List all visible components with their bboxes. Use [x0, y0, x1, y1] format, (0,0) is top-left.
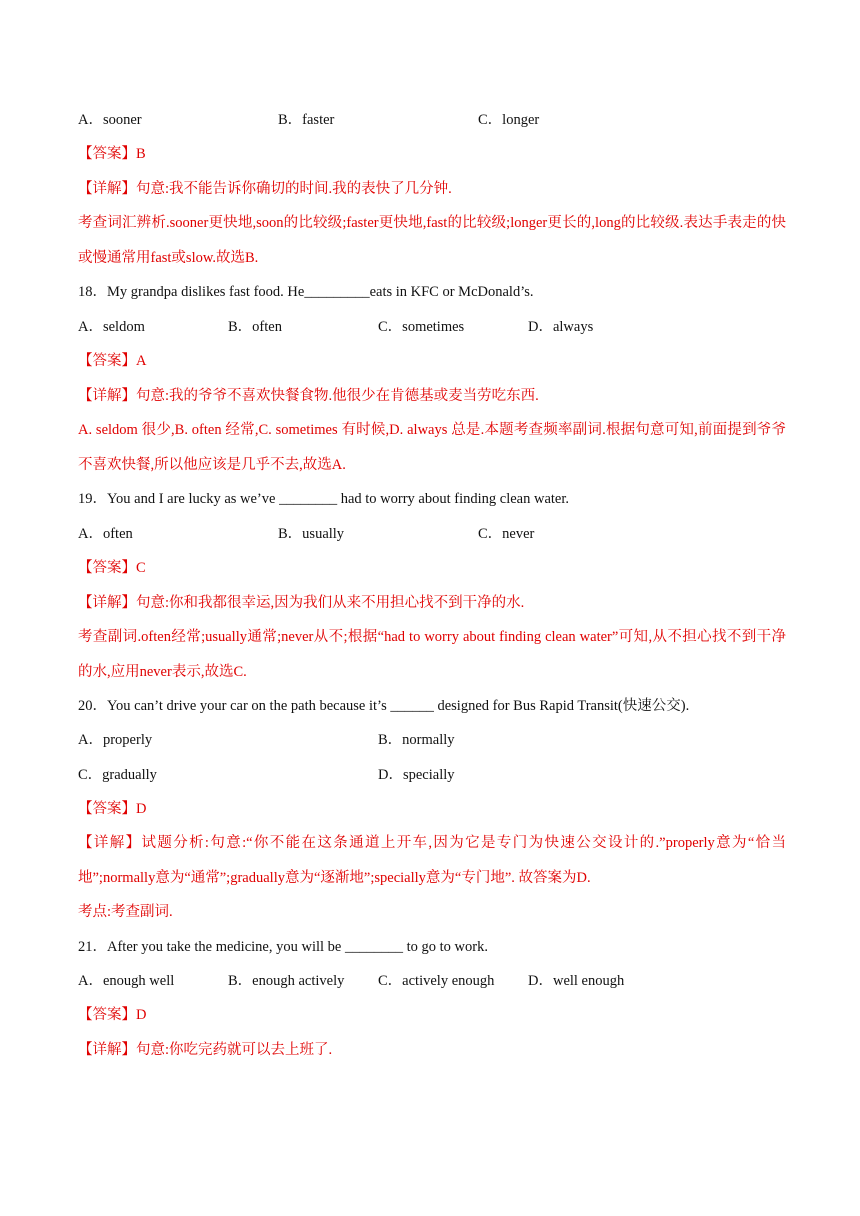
option-d: D．always: [528, 319, 594, 335]
q21-question: 21．After you take the medicine, you will be ________ to go to work.: [78, 939, 488, 955]
q19-analysis: 考查副词.often经常;usually通常;never从不;根据“had to worry about finding clean water”可知,从不担心找不到干净的水,应用never表示,故选C.: [78, 629, 786, 680]
detail-tag: 【详解】: [78, 388, 136, 404]
answer-tag: 【答案】: [78, 801, 136, 817]
option-b: B．faster: [278, 112, 335, 128]
option-c: C．never: [478, 526, 535, 542]
option-c: C．sometimes: [378, 319, 465, 335]
detail-tag: 【详解】: [78, 835, 142, 851]
detail-text: 句意:你吃完药就可以去上班了.: [136, 1042, 333, 1058]
q17-answer: [78, 144, 146, 164]
answer-tag: 【答案】: [78, 353, 136, 369]
option-c: C．gradually: [78, 767, 157, 783]
answer-tag: 【答案】: [78, 146, 136, 162]
detail-tag: 【详解】: [78, 1042, 136, 1058]
option-b: B．enough actively: [228, 973, 345, 989]
option-a: A．seldom: [78, 319, 145, 335]
q21-answer: [78, 1005, 146, 1025]
q19-answer: [78, 558, 146, 578]
q18-analysis: A. seldom 很少,B. often 经常,C. sometimes 有时候,D. always 总是.本题考查频率副词.根据句意可知,前面提到爷爷不喜欢快餐,所以他应该是几乎不去,故选A.: [78, 422, 786, 473]
q20-answer: [78, 799, 146, 819]
answer-value: B: [136, 146, 146, 162]
answer-value: A: [136, 353, 147, 369]
option-a: A．sooner: [78, 112, 142, 128]
detail-tag: 【详解】: [78, 181, 136, 197]
option-c: C．actively enough: [378, 973, 495, 989]
option-b: B．usually: [278, 526, 345, 542]
option-d: D．specially: [378, 767, 455, 783]
option-b: B．often: [228, 319, 282, 335]
q17-analysis: 考查词汇辨析.sooner更快地,soon的比较级;faster更快地,fast的比较级;longer更长的,long的比较级.表达手表走的快或慢通常用fast或slow.故选B.: [78, 215, 786, 266]
q20-question: 20．You can’t drive your car on the path because it’s ______ designed for Bus Rapid Transit(快速公交).: [78, 698, 690, 714]
answer-value: C: [136, 560, 146, 576]
detail-text: 句意:你和我都很幸运,因为我们从来不用担心找不到干净的水.: [136, 595, 525, 611]
q18-answer: [78, 351, 146, 371]
option-b: B．normally: [378, 732, 455, 748]
option-a: A．properly: [78, 732, 153, 748]
q20-detail: [78, 826, 786, 895]
q18-detail: [78, 386, 539, 406]
detail-text: 句意:我不能告诉你确切的时间.我的表快了几分钟.: [136, 181, 452, 197]
answer-value: D: [136, 801, 147, 817]
answer-tag: 【答案】: [78, 1007, 136, 1023]
option-a: A．enough well: [78, 973, 175, 989]
answer-tag: 【答案】: [78, 560, 136, 576]
q20-point: 考点:考查副词.: [78, 904, 173, 920]
q18-question: 18．My grandpa dislikes fast food. He_________eats in KFC or McDonald’s.: [78, 284, 534, 300]
q21-detail: [78, 1040, 332, 1060]
answer-value: D: [136, 1007, 147, 1023]
q19-question: 19．You and I are lucky as we’ve ________ had to worry about finding clean water.: [78, 491, 570, 507]
detail-tag: 【详解】: [78, 595, 136, 611]
q19-detail: [78, 593, 524, 613]
detail-text: 句意:我的爷爷不喜欢快餐食物.他很少在肯德基或麦当劳吃东西.: [136, 388, 539, 404]
option-a: A．often: [78, 526, 133, 542]
detail-text: 试题分析:句意:“你不能在这条通道上开车,因为它是专门为快速公交设计的.”properly意为“恰当地”;normally意为“通常”;gradually意为“逐渐地”;specially意为“专门地”. 故答案为D.: [78, 835, 787, 886]
option-d: D．well enough: [528, 973, 625, 989]
option-c: C．longer: [478, 112, 540, 128]
q17-detail: [78, 179, 452, 199]
